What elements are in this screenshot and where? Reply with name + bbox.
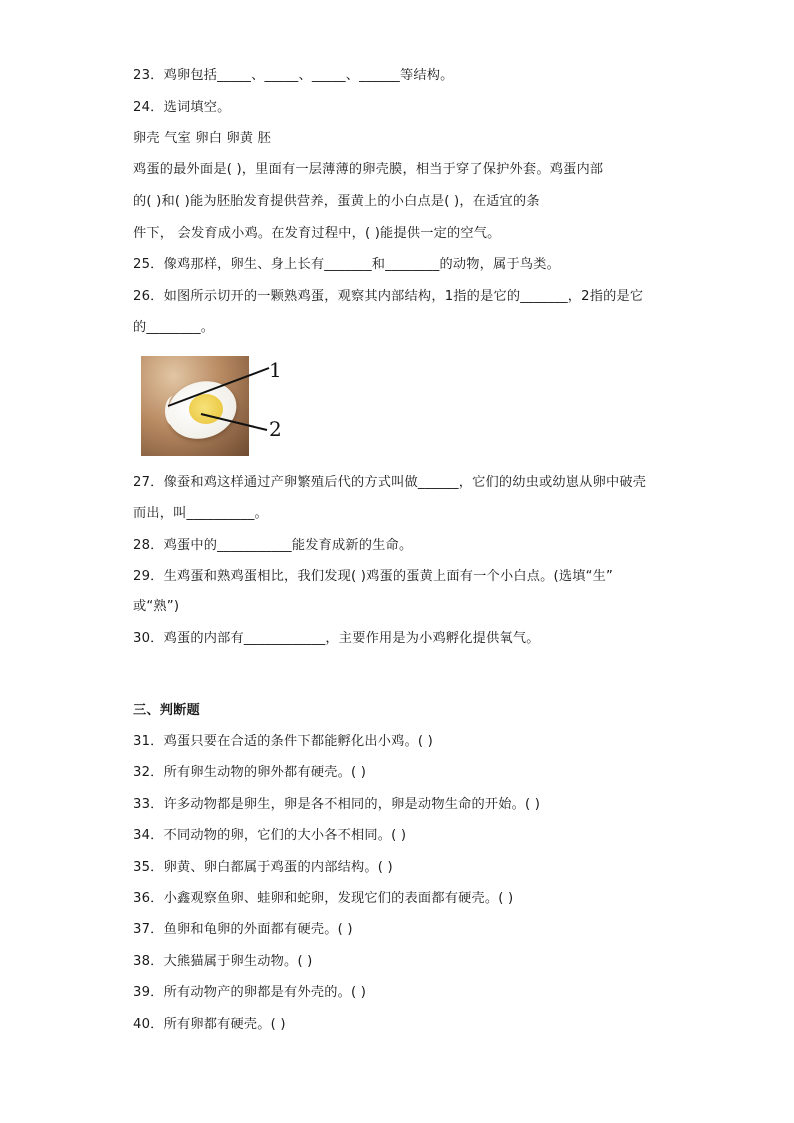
pointer-line-2 bbox=[201, 414, 267, 430]
question-24-text-line-2: 的( )和( )能为胚胎发育提供营养，蛋黄上的小白点是( )，在适宜的条 bbox=[133, 194, 540, 209]
question-34: 34．不同动物的卵，它们的大小各不相同。( ) bbox=[133, 828, 407, 843]
figure-label-2: 2 bbox=[269, 417, 282, 441]
question-26-line-2: 的________。 bbox=[133, 320, 215, 335]
word-bank: 卵壳 气室 卵白 卵黄 胚 bbox=[133, 131, 272, 146]
question-29-line-2: 或“熟”) bbox=[133, 599, 180, 614]
question-32: 32．所有卵生动物的卵外都有硬壳。( ) bbox=[133, 765, 367, 780]
question-24-text-line-3: 件下， 会发育成小鸡。在发育过程中，( )能提供一定的空气。 bbox=[133, 226, 501, 241]
figure-label-1: 1 bbox=[269, 358, 282, 382]
question-35: 35．卵黄、卵白都属于鸡蛋的内部结构。( ) bbox=[133, 860, 393, 875]
question-23: 23．鸡卵包括_____、_____、_____、______等结构。 bbox=[133, 68, 454, 83]
question-24: 24．选词填空。 bbox=[133, 100, 231, 115]
question-33: 33．许多动物都是卵生，卵是各不相同的，卵是动物生命的开始。( ) bbox=[133, 797, 541, 812]
question-26-line-1: 26．如图所示切开的一颗熟鸡蛋，观察其内部结构，1指的是它的_______，2指的是它 bbox=[133, 289, 644, 304]
pointer-line-1 bbox=[168, 368, 269, 406]
question-38: 38．大熊猫属于卵生动物。( ) bbox=[133, 954, 313, 969]
question-31: 31．鸡蛋只要在合适的条件下都能孵化出小鸡。( ) bbox=[133, 734, 434, 749]
question-29-line-1: 29．生鸡蛋和熟鸡蛋相比，我们发现( )鸡蛋的蛋黄上面有一个小白点。(选填“生” bbox=[133, 569, 614, 584]
question-30: 30．鸡蛋的内部有____________，主要作用是为小鸡孵化提供氧气。 bbox=[133, 631, 540, 646]
question-27-line-1: 27．像蚕和鸡这样通过产卵繁殖后代的方式叫做______，它们的幼虫或幼崽从卵中破壳 bbox=[133, 475, 647, 490]
question-39: 39．所有动物产的卵都是有外壳的。( ) bbox=[133, 985, 367, 1000]
cut-egg-figure bbox=[141, 356, 291, 456]
question-25: 25．像鸡那样，卵生、身上长有_______和________的动物，属于鸟类。 bbox=[133, 257, 560, 272]
question-40: 40．所有卵都有硬壳。( ) bbox=[133, 1017, 286, 1032]
question-27-line-2: 而出，叫__________。 bbox=[133, 506, 268, 521]
question-37: 37．鱼卵和龟卵的外面都有硬壳。( ) bbox=[133, 922, 353, 937]
question-24-text-line-1: 鸡蛋的最外面是( )，里面有一层薄薄的卵壳膜，相当于穿了保护外套。鸡蛋内部 bbox=[133, 162, 604, 177]
section-heading-true-false: 三、判断题 bbox=[133, 703, 200, 718]
question-36: 36．小鑫观察鱼卵、蛙卵和蛇卵，发现它们的表面都有硬壳。( ) bbox=[133, 891, 514, 906]
question-28: 28．鸡蛋中的___________能发育成新的生命。 bbox=[133, 538, 413, 553]
